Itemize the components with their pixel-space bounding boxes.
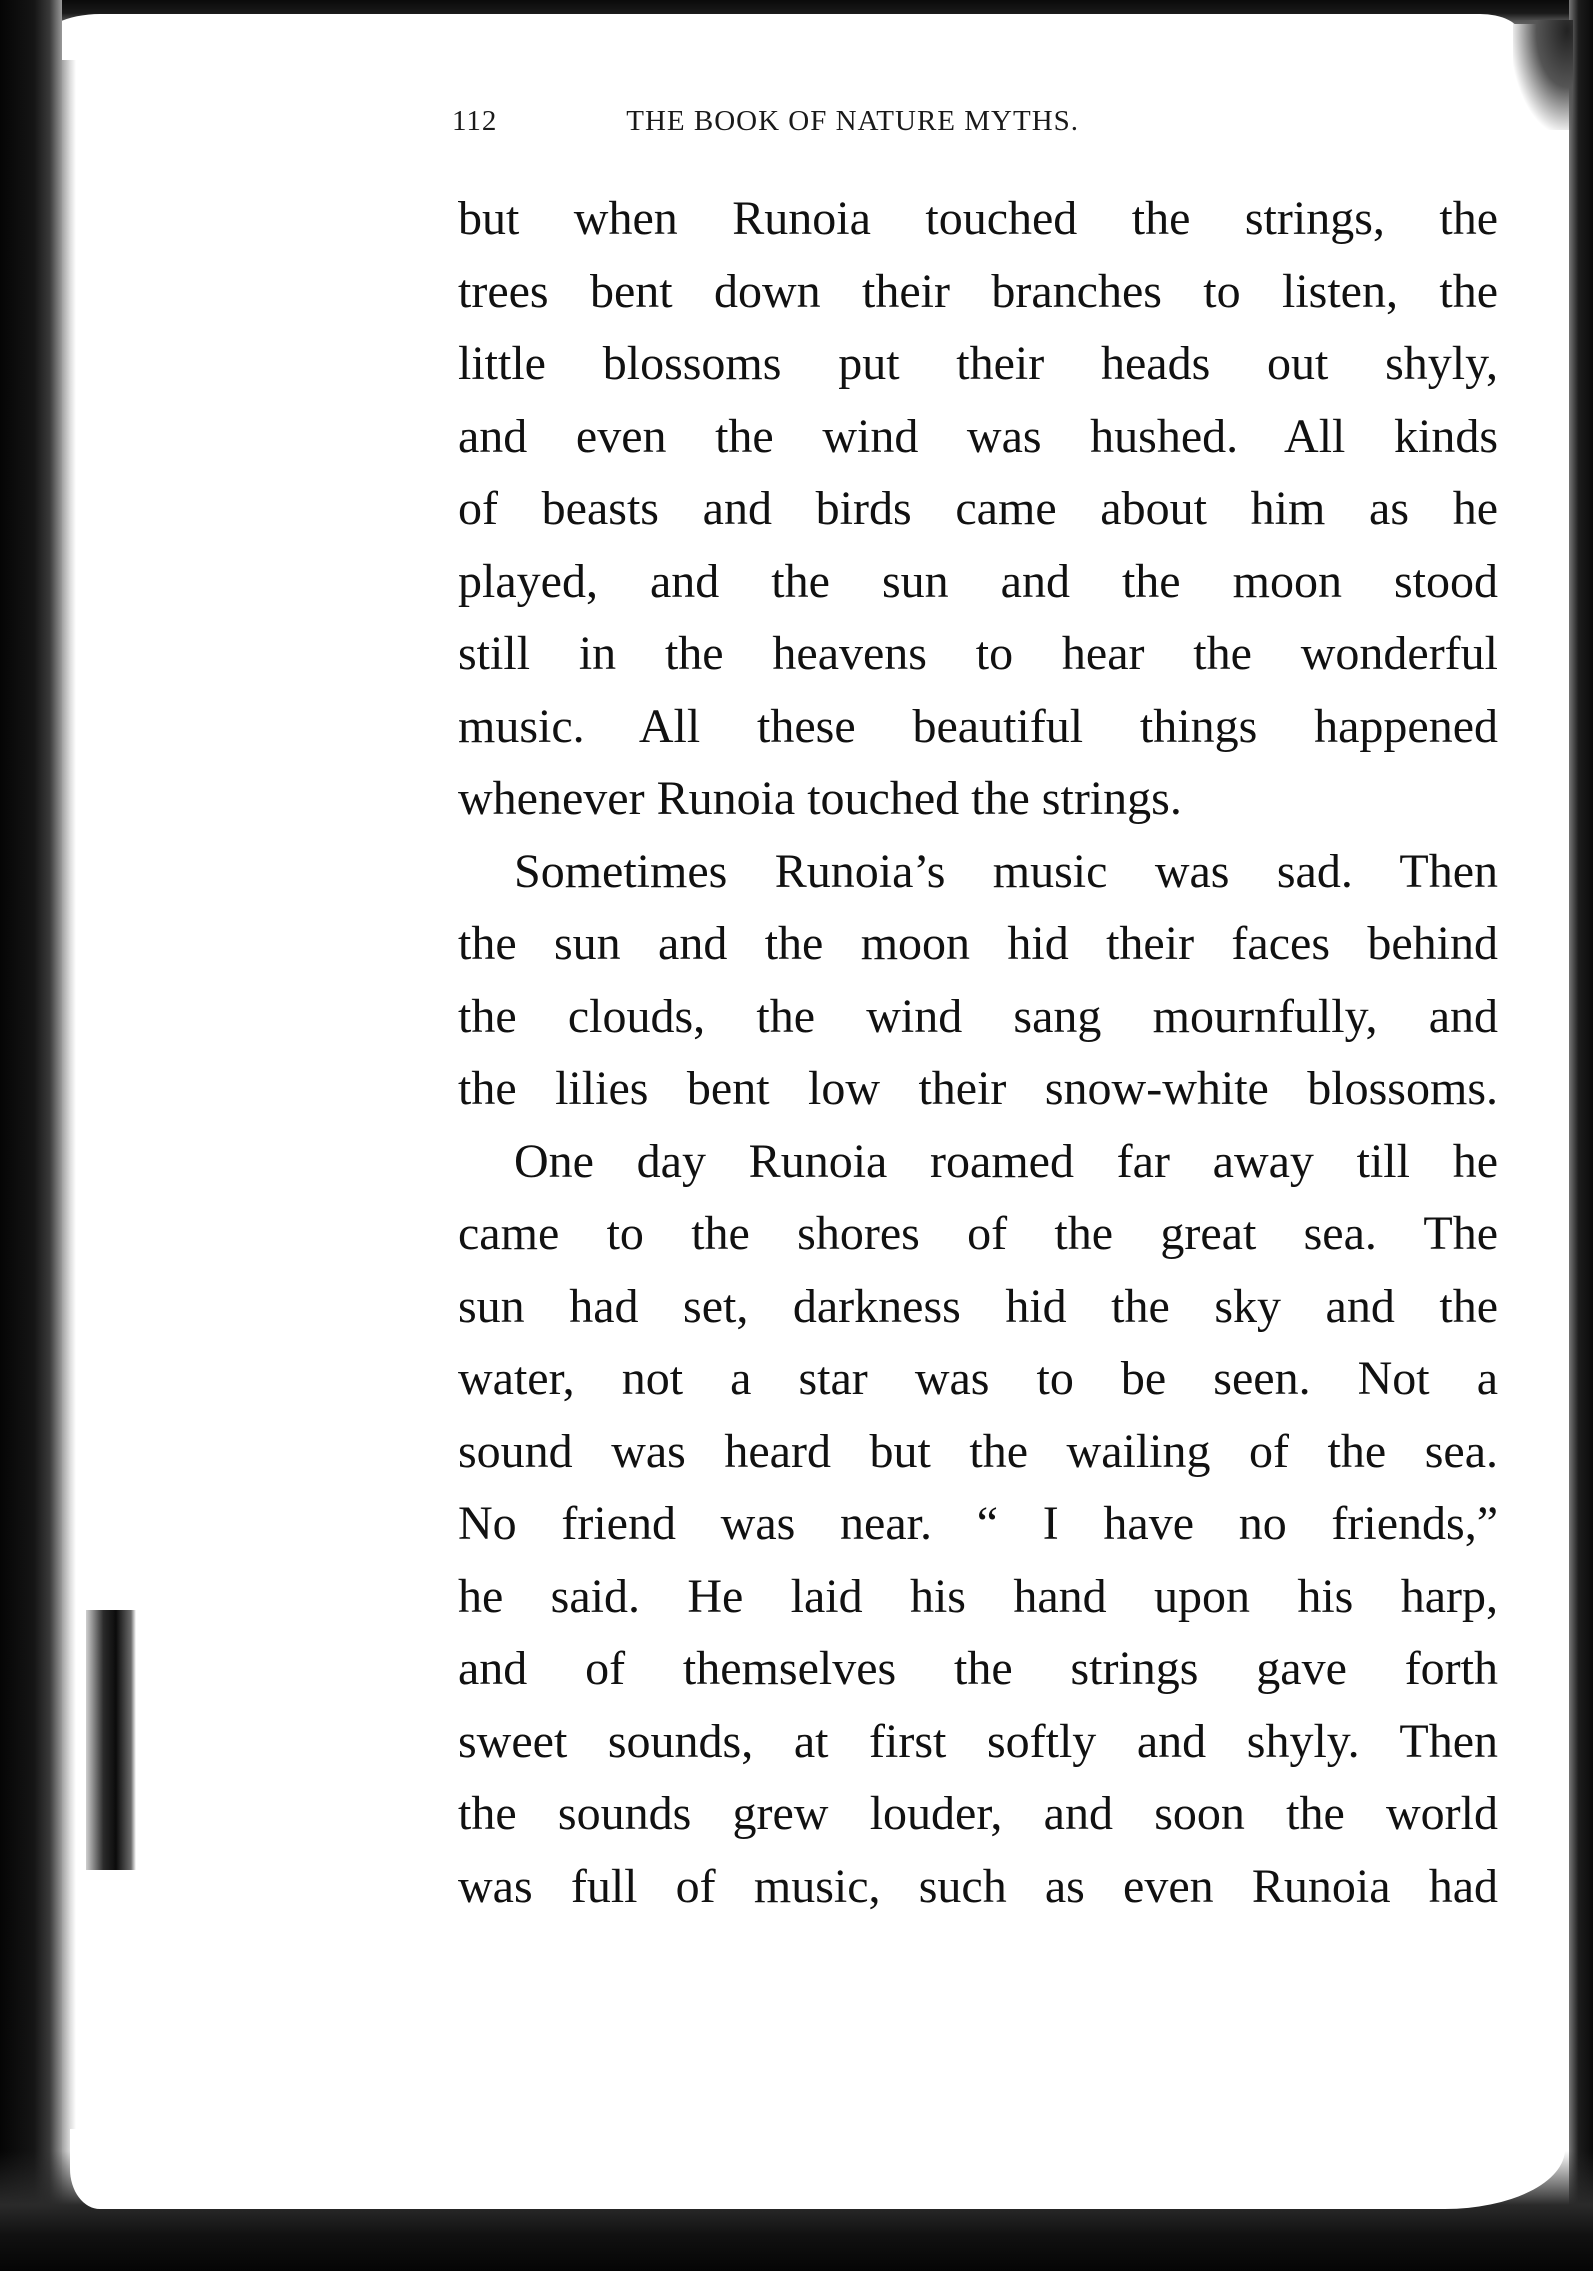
book-title: THE BOOK OF NATURE MYTHS. <box>626 105 1080 137</box>
text-line: little blossoms put their heads out shyly, <box>458 337 1498 390</box>
text-line: music. All these beautiful things happened <box>458 699 1498 753</box>
text-line: and of themselves the strings gave forth <box>458 1642 1498 1695</box>
text-line: played, and the sun and the moon stood <box>458 554 1498 608</box>
paragraph-start-line: One day Runoia roamed far away till he <box>514 1134 1498 1188</box>
running-head <box>452 105 1352 149</box>
text-line: sweet sounds, at first softly and shyly. Then <box>458 1714 1498 1768</box>
text-line: the sounds grew louder, and soon the world <box>458 1787 1498 1840</box>
text-line: whenever Runoia touched the strings. <box>458 772 1182 825</box>
paragraph-start-line: Sometimes Runoia’s music was sad. Then <box>514 844 1498 898</box>
text-line: the sun and the moon hid their faces behind <box>458 917 1498 970</box>
text-line: the lilies bent low their snow-white blossoms. <box>458 1062 1498 1115</box>
text-line: trees bent down their branches to listen, the <box>458 264 1498 318</box>
text-line: the clouds, the wind sang mournfully, and <box>458 989 1498 1043</box>
text-line: water, not a star was to be seen. Not a <box>458 1352 1498 1405</box>
text-line: sound was heard but the wailing of the sea. <box>458 1424 1498 1478</box>
text-line: still in the heavens to hear the wonderful <box>458 627 1498 680</box>
text-line: but when Runoia touched the strings, the <box>458 192 1498 245</box>
page-number: 112 <box>452 105 498 137</box>
text-line: of beasts and birds came about him as he <box>458 482 1498 535</box>
text-line: was full of music, such as even Runoia had <box>458 1859 1498 1913</box>
text-line: he said. He laid his hand upon his harp, <box>458 1569 1498 1623</box>
text-line: sun had set, darkness hid the sky and the <box>458 1279 1498 1333</box>
text-line: No friend was near. “ I have no friends,” <box>458 1497 1498 1550</box>
text-line: and even the wind was hushed. All kinds <box>458 409 1498 463</box>
text-line: came to the shores of the great sea. The <box>458 1207 1498 1260</box>
body-text <box>458 183 1498 1923</box>
